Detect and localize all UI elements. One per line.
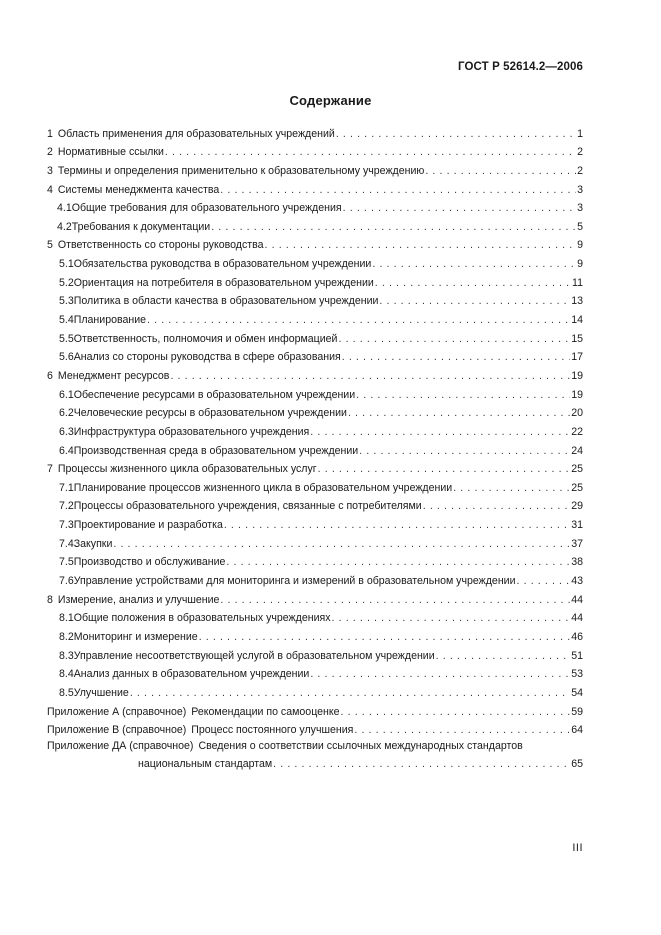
toc-entry-page: 20 [571,407,583,420]
toc-entry-title: Нормативные ссылки [57,146,164,159]
appendix-page: 59 [571,705,583,718]
toc-entry[interactable] [47,234,583,253]
toc-entry-page: 31 [571,519,583,532]
toc-entry-page: 13 [571,295,583,308]
toc-entry[interactable] [47,625,583,644]
toc-entry-page: 14 [571,314,583,327]
toc-entry-page: 19 [571,369,583,382]
leader-dots [359,445,570,458]
toc-entry-number: 5.1 [59,258,74,271]
toc-entry-page: 11 [572,276,583,289]
appendix-label: Приложение ДА (справочное) [47,740,194,753]
toc-entry-title: Ориентация на потребителя в образовательном учреждении [73,276,374,289]
toc-entry[interactable] [47,290,583,309]
toc-entry[interactable] [47,532,583,551]
appendix-title-line1: Сведения о соответствии ссылочных международных стандартов [198,740,523,753]
leader-dots [170,370,570,383]
leader-dots [310,668,570,681]
leader-dots [342,351,570,364]
toc-entry-page: 44 [571,612,583,625]
leader-dots [310,426,570,439]
leader-dots [224,519,570,532]
toc-entry-title: Измерение, анализ и улучшение [57,593,220,606]
toc-entry-number: 1 [47,127,53,140]
toc-entry-page: 22 [571,425,583,438]
toc-entry-number: 8.5 [59,686,74,699]
leader-dots [425,165,576,178]
toc-entry-number: 4 [47,183,53,196]
toc-entry-page: 25 [571,481,583,494]
toc-entry-number: 7.1 [59,481,74,494]
toc-entry-number: 5 [47,239,53,252]
toc-entry-page: 38 [571,556,583,569]
toc-entry-title: Общие требования для образовательного учреждения [71,202,342,215]
leader-dots [341,706,571,719]
toc-entry-number: 3 [47,164,53,177]
toc-entry-title: Обеспечение ресурсами в образовательном учреждении [73,388,356,401]
leader-dots [273,758,570,771]
leader-dots [354,724,570,737]
leader-dots [226,556,570,569]
toc-entries [47,122,583,700]
toc-entry-title: Требования к документации [71,220,211,233]
toc-entry-page: 15 [571,332,583,345]
toc-entry-number: 6 [47,369,53,382]
toc-entry-title: Производство и обслуживание [73,556,226,569]
appendix-label: Приложение В (справочное) [47,724,187,737]
toc-entry[interactable] [47,402,583,421]
toc-entry[interactable] [47,551,583,570]
toc-entry-title: Обязательства руководства в образовательном учреждении [73,258,372,271]
toc-entry-page: 3 [577,183,583,196]
appendix-page: 64 [571,724,583,737]
toc-entry-title: Производственная среда в образовательном учреждении [73,444,359,457]
toc-entry-page: 29 [571,500,583,513]
toc-entry-page: 24 [571,444,583,457]
toc-entry-number: 4.1 [57,202,72,215]
appendix-title: Процесс постоянного улучшения [191,724,354,737]
toc-entry-number: 5.6 [59,351,74,364]
leader-dots [338,333,570,346]
toc-entry[interactable] [47,141,583,160]
toc-entry-number: 5.3 [59,295,74,308]
toc-entry-title: Мониторинг и измерение [73,630,198,643]
toc-entry-title: Планирование процессов жизненного цикла в образовательном учреждении [73,481,453,494]
toc-entry-number: 7.2 [59,500,74,513]
toc-entry-page: 19 [571,388,583,401]
toc-entry-page: 9 [577,258,583,271]
leader-dots [423,500,570,513]
leader-dots [453,482,570,495]
toc-entry-title: Закупки [73,537,113,550]
toc-entry-page: 17 [571,351,583,364]
toc-entry-number: 6.2 [59,407,74,420]
toc-entry-title: Процессы образовательного учреждения, связанные с потребителями [73,500,422,513]
toc-entry-number: 5.5 [59,332,74,345]
toc-entry-number: 6.3 [59,425,74,438]
toc-appendix-da[interactable] [47,737,583,771]
leader-dots [220,184,576,197]
leader-dots [356,389,570,402]
toc-entry-number: 6.1 [59,388,74,401]
toc-entry[interactable] [47,271,583,290]
leader-dots [332,612,571,625]
toc-entry-number: 8.2 [59,630,74,643]
toc-entry[interactable] [47,383,583,402]
toc-entry[interactable] [47,476,583,495]
toc-entry-page: 51 [571,649,583,662]
toc-entry-title: Политика в области качества в образовательном учреждении [73,295,379,308]
toc-entry[interactable] [47,215,583,234]
document-header: ГОСТ Р 52614.2—2006 [458,61,583,73]
toc-entry-page: 2 [577,164,583,177]
toc-entry-title: Общие положения в образовательных учреждениях [73,612,331,625]
toc-entry[interactable] [47,644,583,663]
appendix-title-line2: национальным стандартам [138,758,273,771]
page-number: III [572,842,583,854]
toc-entry-title: Проектирование и разработка [73,519,223,532]
toc-entry[interactable] [47,569,583,588]
leader-dots [343,202,576,215]
leader-dots [348,407,570,420]
leader-dots [517,575,571,588]
toc-entry-page: 5 [577,220,583,233]
toc-entry[interactable] [47,495,583,514]
toc-entry[interactable] [47,364,583,383]
toc-entry-number: 8.4 [59,668,74,681]
leader-dots [318,463,571,476]
toc-entry-title: Управление устройствами для мониторинга и измерений в образовательном учреждении [73,575,516,588]
toc-entry-page: 44 [571,593,583,606]
leader-dots [130,687,570,700]
leader-dots [379,295,570,308]
leader-dots [336,128,576,141]
toc-entry-page: 46 [571,630,583,643]
toc-entry-number: 7.6 [59,575,74,588]
toc-entry-page: 25 [571,463,583,476]
toc-entry-title: Анализ со стороны руководства в сфере образования [73,351,341,364]
toc-entry-title: Анализ данных в образовательном учреждении [73,668,310,681]
toc-entry-number: 7.5 [59,556,74,569]
toc-entry[interactable] [47,308,583,327]
toc-entry[interactable] [47,458,583,477]
toc-entry-number: 5.4 [59,314,74,327]
appendix-page: 65 [571,758,583,771]
toc-entry-page: 3 [577,202,583,215]
toc-entry-page: 43 [571,575,583,588]
toc-entry-number: 8.1 [59,612,74,625]
toc-entry-title: Ответственность со стороны руководства [57,239,264,252]
toc-entry[interactable] [47,681,583,700]
toc-entry-page: 2 [577,146,583,159]
toc-entry[interactable] [47,607,583,626]
toc-entry-title: Ответственность, полномочия и обмен информацией [73,332,338,345]
toc-entry-page: 37 [571,537,583,550]
leader-dots [211,221,576,234]
leader-dots [220,594,570,607]
toc-entry-title: Управление несоответствующей услугой в образовательном учреждении [73,649,435,662]
toc-entry-title: Планирование [73,314,147,327]
toc-entry[interactable] [47,513,583,532]
toc-entry-title: Системы менеджмента качества [57,183,220,196]
page-title: Содержание [289,93,372,108]
toc-entry[interactable] [47,346,583,365]
toc-entry-title: Менеджмент ресурсов [57,369,170,382]
toc-entry-title: Область применения для образовательных учреждений [57,127,335,140]
toc-entry[interactable] [47,420,583,439]
toc-appendix-b[interactable] [47,719,583,738]
toc-entry-page: 53 [571,668,583,681]
appendix-label: Приложение А (справочное) [47,705,187,718]
toc-entry-number: 8.3 [59,649,74,662]
toc-entry-number: 7.3 [59,519,74,532]
toc-entry[interactable] [47,663,583,682]
toc-entry[interactable] [47,588,583,607]
toc-entry-title: Улучшение [73,686,129,699]
leader-dots [372,258,576,271]
toc-entry-page: 9 [577,239,583,252]
toc-entry-number: 7.4 [59,537,74,550]
toc-entry-number: 8 [47,593,53,606]
leader-dots [265,239,577,252]
leader-dots [147,314,570,327]
toc-entry-title: Человеческие ресурсы в образовательном учреждении [73,407,347,420]
toc-entry[interactable] [47,178,583,197]
toc-entry-title: Термины и определения применительно к образовательному учреждению [57,164,425,177]
toc-entry[interactable] [47,439,583,458]
toc-entry[interactable] [47,122,583,141]
leader-dots [436,650,571,663]
toc-entry-title: Процессы жизненного цикла образовательных услуг [57,463,317,476]
toc-entry[interactable] [47,159,583,178]
toc-entry-number: 2 [47,146,53,159]
toc-entry[interactable] [47,327,583,346]
toc-entry[interactable] [47,252,583,271]
toc-appendix-a[interactable] [47,700,583,719]
toc-entry-page: 1 [577,127,583,140]
leader-dots [375,277,571,290]
toc-entry-number: 7 [47,463,53,476]
toc-entry-title: Инфраструктура образовательного учреждения [73,425,310,438]
toc-entry-number: 5.2 [59,276,74,289]
toc-entry-page: 54 [571,686,583,699]
leader-dots [113,538,570,551]
appendix-title: Рекомендации по самооценке [191,705,340,718]
toc-entry-number: 6.4 [59,444,74,457]
table-of-contents [47,122,583,771]
leader-dots [199,631,571,644]
toc-entry[interactable] [47,197,583,216]
toc-entry-number: 4.2 [57,220,72,233]
leader-dots [165,146,576,159]
